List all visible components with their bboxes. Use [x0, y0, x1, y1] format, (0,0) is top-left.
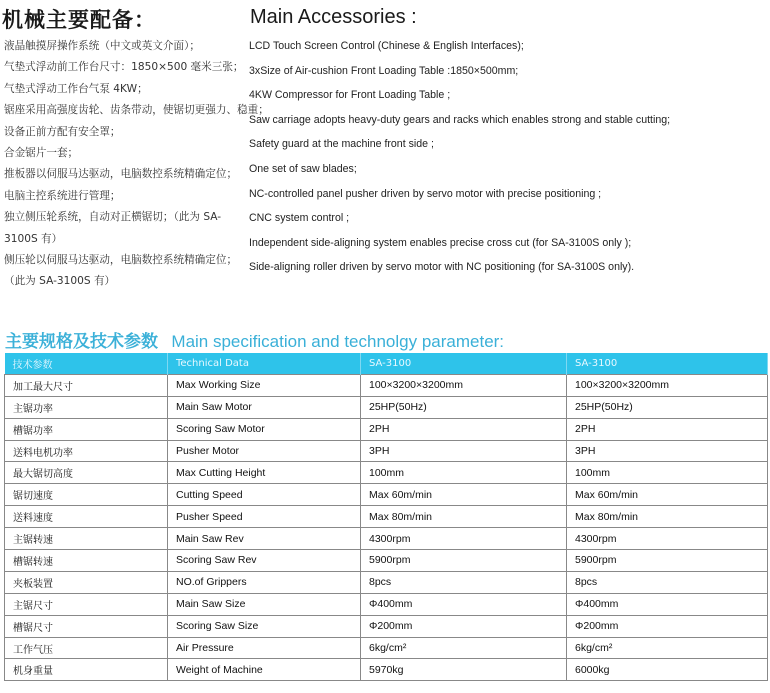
value-model-a: 100×3200×3200mm — [361, 374, 567, 396]
value-model-b: Φ200mm — [567, 615, 768, 637]
param-cn: 槽锯转速 — [5, 550, 168, 572]
param-en: Pusher Motor — [168, 440, 361, 462]
param-en: NO.of Grippers — [168, 571, 361, 593]
spec-table — [4, 353, 768, 681]
accessory-item-cn: 设备正前方配有安全罩； — [4, 125, 121, 138]
value-model-b: Φ400mm — [567, 593, 768, 615]
table-row — [5, 593, 768, 615]
table-row — [5, 506, 768, 528]
accessory-item-en: 4KW Compressor for Front Loading Table ; — [249, 89, 451, 102]
table-row — [5, 550, 768, 572]
accessory-item-cn: 侧压轮以伺服马达驱动，电脑数控系统精确定位； — [4, 253, 238, 266]
value-model-a: 5970kg — [361, 659, 567, 681]
value-model-a: 6kg/cm² — [361, 637, 567, 659]
accessory-item-cn: 合金锯片一套； — [4, 146, 79, 159]
param-cn: 夹板装置 — [5, 571, 168, 593]
value-model-a: Max 80m/min — [361, 506, 567, 528]
param-cn: 机身重量 — [5, 659, 168, 681]
accessory-item-en: 3xSize of Air-cushion Front Loading Table :1850×500mm; — [249, 64, 519, 77]
param-en: Main Saw Size — [168, 593, 361, 615]
param-en: Main Saw Rev — [168, 528, 361, 550]
spec-table-header — [5, 353, 768, 374]
param-en: Cutting Speed — [168, 484, 361, 506]
value-model-a: 3PH — [361, 440, 567, 462]
header-model-a: SA-3100 — [361, 353, 567, 374]
accessory-item-en: CNC system control ; — [249, 212, 350, 225]
value-model-b: 5900rpm — [567, 550, 768, 572]
accessories-list-cn — [4, 36, 269, 293]
accessory-item-cn: 独立侧压轮系统，自动对正横锯切；（此为 SA- — [4, 211, 222, 224]
accessory-item-cn: （此为 SA-3100S 有） — [4, 275, 116, 288]
value-model-b: 100mm — [567, 462, 768, 484]
param-en: Scoring Saw Motor — [168, 418, 361, 440]
value-model-b: 6kg/cm² — [567, 637, 768, 659]
param-en: Scoring Saw Size — [168, 615, 361, 637]
accessory-item-cn: 3100S 有） — [4, 232, 63, 245]
value-model-b: Max 80m/min — [567, 506, 768, 528]
accessory-item-en: LCD Touch Screen Control (Chinese & English Interfaces); — [249, 40, 524, 52]
param-cn: 送料电机功率 — [5, 440, 168, 462]
value-model-a: Max 60m/min — [361, 484, 567, 506]
value-model-b: 8pcs — [567, 571, 768, 593]
spec-title — [5, 327, 504, 352]
value-model-a: Φ400mm — [361, 593, 567, 615]
param-cn: 主锯功率 — [5, 396, 168, 418]
value-model-b: 4300rpm — [567, 528, 768, 550]
value-model-a: Φ200mm — [361, 615, 567, 637]
param-en: Air Pressure — [168, 637, 361, 659]
value-model-b: 2PH — [567, 418, 768, 440]
table-row — [5, 374, 768, 396]
table-row — [5, 528, 768, 550]
accessory-item-cn: 锯座采用高强度齿轮、齿条带动，使锯切更强力、稳重； — [4, 104, 269, 117]
accessories-title-en: Main Accessories : — [250, 6, 417, 28]
value-model-a: 2PH — [361, 418, 567, 440]
table-row — [5, 484, 768, 506]
table-row — [5, 637, 768, 659]
table-row — [5, 418, 768, 440]
header-param-cn: 技术参数 — [5, 353, 168, 374]
value-model-a: 8pcs — [361, 571, 567, 593]
accessory-item-cn: 气垫式浮动工作台气泵 4KW； — [4, 82, 148, 95]
value-model-b: Max 60m/min — [567, 484, 768, 506]
param-en: Weight of Machine — [168, 659, 361, 681]
param-cn: 主锯尺寸 — [5, 593, 168, 615]
table-row — [5, 396, 768, 418]
table-row — [5, 659, 768, 681]
accessory-item-cn: 气垫式浮动前工作台尺寸：1850×500 毫米三张； — [4, 61, 244, 74]
param-cn: 工作气压 — [5, 637, 168, 659]
header-param-en: Technical Data — [168, 353, 361, 374]
param-cn: 槽锯功率 — [5, 418, 168, 440]
param-en: Scoring Saw Rev — [168, 550, 361, 572]
value-model-a: 25HP(50Hz) — [361, 396, 567, 418]
spec-title-cn: 主要规格及技术参数 — [5, 332, 158, 352]
param-en: Max Working Size — [168, 374, 361, 396]
accessory-item-cn: 液晶触摸屏操作系统（中文或英文介面）； — [4, 40, 200, 52]
param-en: Pusher Speed — [168, 506, 361, 528]
accessory-item-en: Side-aligning roller driven by servo motor with NC positioning (for SA-3100S only). — [249, 261, 635, 274]
table-row — [5, 615, 768, 637]
table-row — [5, 440, 768, 462]
value-model-b: 3PH — [567, 440, 768, 462]
accessory-item-cn: 电脑主控系统进行管理； — [4, 189, 121, 202]
accessory-item-en: Saw carriage adopts heavy-duty gears and racks which enables strong and stable cutting; — [249, 113, 671, 126]
accessory-item-en: NC-controlled panel pusher driven by servo motor with precise positioning ; — [249, 187, 602, 200]
accessory-item-en: Safety guard at the machine front side ; — [249, 138, 434, 151]
param-en: Main Saw Motor — [168, 396, 361, 418]
table-row — [5, 462, 768, 484]
accessory-item-cn: 推板器以伺服马达驱动，电脑数控系统精确定位； — [4, 168, 238, 181]
param-cn: 送料速度 — [5, 506, 168, 528]
value-model-a: 5900rpm — [361, 550, 567, 572]
value-model-b: 100×3200×3200mm — [567, 374, 768, 396]
spec-title-en: Main specification and technolgy parameter: — [171, 332, 505, 351]
param-cn: 槽锯尺寸 — [5, 615, 168, 637]
param-cn: 主锯转速 — [5, 528, 168, 550]
value-model-b: 6000kg — [567, 659, 768, 681]
header-model-b: SA-3100 — [567, 353, 768, 374]
accessory-item-en: One set of saw blades; — [249, 162, 357, 175]
value-model-a: 100mm — [361, 462, 567, 484]
value-model-a: 4300rpm — [361, 528, 567, 550]
param-cn: 加工最大尺寸 — [5, 374, 168, 396]
accessories-title-cn: 机械主要配备： — [2, 8, 156, 32]
param-cn: 最大锯切高度 — [5, 462, 168, 484]
value-model-b: 25HP(50Hz) — [567, 396, 768, 418]
accessory-item-en: Independent side-aligning system enables precise cross cut (for SA-3100S only ); — [249, 236, 632, 249]
accessories-list-en — [249, 34, 769, 280]
param-en: Max Cutting Height — [168, 462, 361, 484]
param-cn: 锯切速度 — [5, 484, 168, 506]
table-row — [5, 571, 768, 593]
